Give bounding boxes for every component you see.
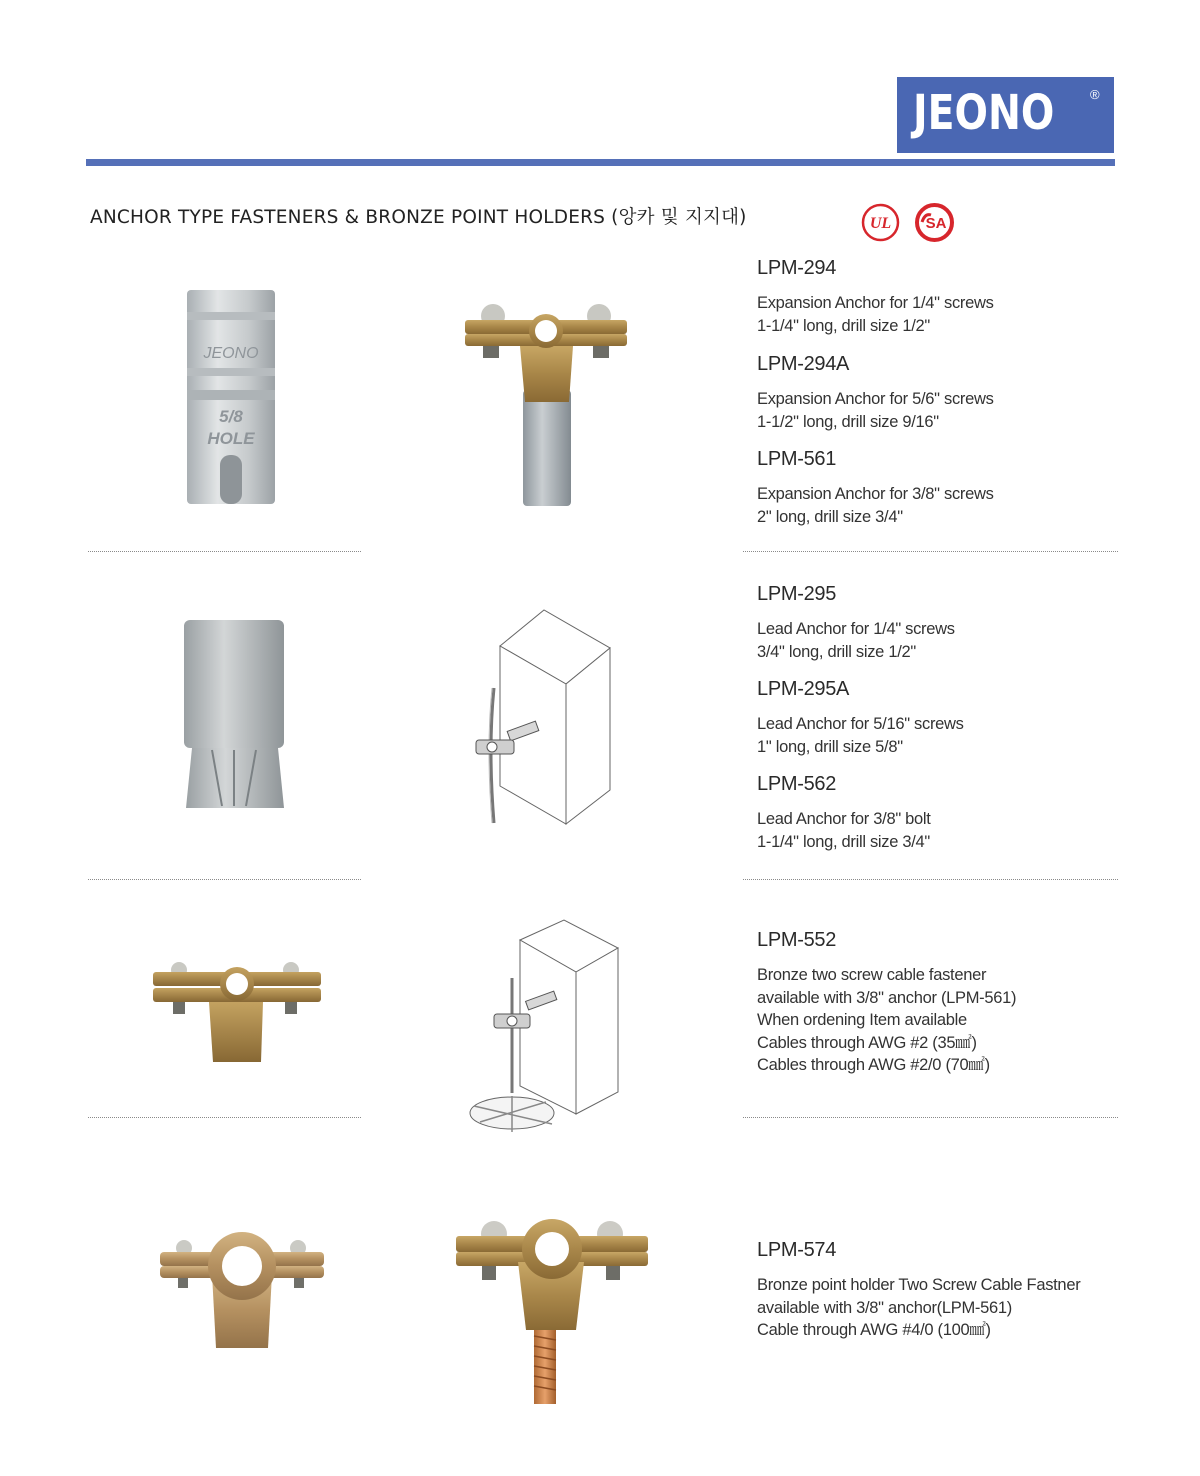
product-lpm-295a: [757, 678, 964, 758]
fastener-with-anchor-photo: [465, 298, 629, 508]
csa-mark-text: SA: [925, 215, 947, 232]
product-lpm-295: [757, 583, 955, 663]
product-code: LPM-295A: [757, 678, 850, 700]
bronze-point-holder-photo: [158, 1230, 326, 1350]
product-desc-line: 1" long, drill size 5/8": [757, 737, 903, 756]
product-lpm-294a: [757, 353, 994, 433]
product-desc-line: Lead Anchor for 5/16" screws: [757, 715, 964, 733]
product-lpm-552: [757, 929, 1016, 1077]
product-desc-line: 1-1/4" long, drill size 3/4": [757, 832, 930, 851]
divider: [88, 879, 361, 880]
ul-listed-icon: [861, 203, 900, 242]
product-code: LPM-294: [757, 257, 837, 279]
product-lpm-561: [757, 448, 994, 528]
product-desc-line: Expansion Anchor for 3/8" screws: [757, 485, 994, 503]
header-rule: [86, 159, 1115, 166]
product-code: LPM-295: [757, 583, 837, 605]
anchor-brand-text: JEONO: [203, 345, 259, 362]
product-desc-line: Cable through AWG #4/0 (100㎟): [757, 1321, 991, 1339]
lead-anchor-photo: [182, 620, 288, 810]
product-desc-line: available with 3/8" anchor (LPM-561): [757, 988, 1017, 1007]
product-code: LPM-574: [757, 1239, 837, 1261]
product-desc-line: 2" long, drill size 3/4": [757, 507, 903, 526]
csa-certified-icon: [915, 203, 954, 242]
product-desc-line: Bronze point holder Two Screw Cable Fastner: [757, 1276, 1081, 1294]
brand-logo: [897, 77, 1114, 153]
product-desc-line: Expansion Anchor for 5/6" screws: [757, 390, 994, 408]
product-code: LPM-562: [757, 773, 837, 795]
divider: [88, 1117, 361, 1118]
product-code: LPM-294A: [757, 353, 850, 375]
product-desc-line: Lead Anchor for 1/4" screws: [757, 620, 955, 638]
product-desc-line: 1-1/2" long, drill size 9/16": [757, 412, 939, 431]
cable-fastener-installation-diagram: [468, 918, 620, 1136]
product-lpm-574: [757, 1239, 1080, 1342]
product-desc-line: 3/4" long, drill size 1/2": [757, 642, 916, 661]
product-desc-line: Bronze two screw cable fastener: [757, 966, 987, 984]
ul-mark-text: UL: [869, 215, 892, 232]
product-desc-line: Cables through AWG #2/0 (70㎟): [757, 1056, 990, 1074]
lead-anchor-installation-diagram: [468, 608, 613, 828]
product-desc-line: 1-1/4" long, drill size 1/2": [757, 316, 930, 335]
product-desc-line: When ordening Item available: [757, 1011, 967, 1029]
anchor-hole-text: HOLE: [207, 429, 255, 448]
brand-logo-text: JEONO: [913, 85, 1055, 141]
bronze-cable-fastener-photo: [151, 962, 323, 1064]
bronze-point-holder-with-stud-photo: [456, 1216, 650, 1406]
divider: [743, 1117, 1118, 1118]
anchor-size-text: 5/8: [219, 407, 243, 426]
product-desc-line: Cables through AWG #2 (35㎟): [757, 1033, 977, 1052]
divider: [743, 551, 1118, 552]
product-desc-line: Expansion Anchor for 1/4" screws: [757, 294, 994, 312]
product-lpm-294: [757, 257, 994, 337]
divider: [88, 551, 361, 552]
product-desc-line: available with 3/8" anchor(LPM-561): [757, 1298, 1012, 1317]
expansion-anchor-photo: [185, 290, 277, 506]
product-code: LPM-561: [757, 448, 837, 470]
product-code: LPM-552: [757, 929, 837, 951]
registered-mark: ®: [1090, 87, 1100, 102]
page-title: ANCHOR TYPE FASTENERS & BRONZE POINT HOLDERS (앙카 및 지지대): [90, 207, 747, 228]
divider: [743, 879, 1118, 880]
product-lpm-562: [757, 773, 931, 853]
product-desc-line: Lead Anchor for 3/8" bolt: [757, 810, 931, 828]
